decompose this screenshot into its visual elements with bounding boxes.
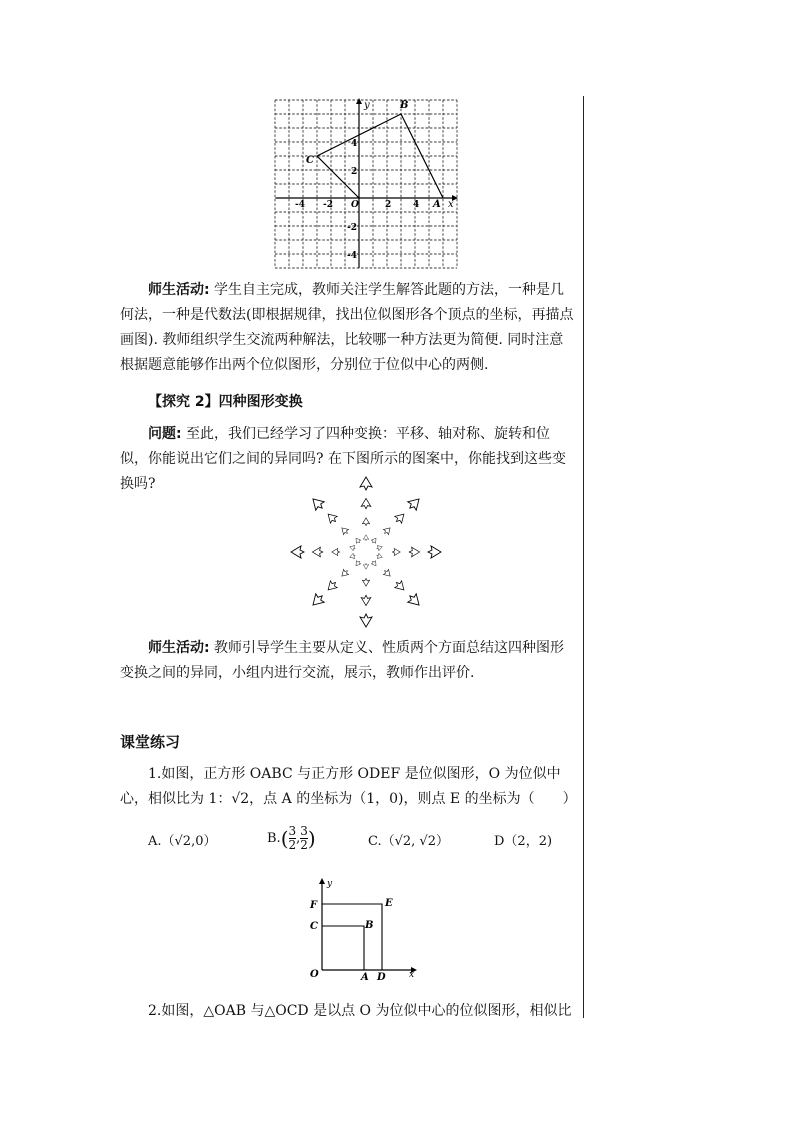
x-axis-label: x [448,199,454,210]
arrowhead-shape [360,614,372,627]
question-label: 问题: [148,426,182,442]
y-tick-2: 2 [351,167,358,177]
arrowhead-shape [309,495,327,513]
y-axis-label: y [364,100,370,111]
point-b-label: B [400,100,409,111]
arrowhead-shape [309,592,327,610]
arrowhead-shape [382,525,393,536]
arrowhead-shape [349,544,356,551]
y-tick-neg4: -4 [347,251,357,261]
svg-text:C: C [310,921,318,932]
arrowhead-shape [363,563,368,569]
x-tick-neg2: -2 [323,200,333,210]
arrowhead-shape [354,537,362,545]
y-tick-4: 4 [351,139,358,149]
arrowhead-shape [361,595,371,605]
svg-text:O: O [310,969,319,980]
svg-text:D: D [377,972,386,983]
arrowhead-shape [339,525,350,536]
question-2: 2.如图，△OAB 与△OCD 是以点 O 为位似中心的位似图形，相似比 [148,1003,572,1019]
arrowhead-shape [406,592,424,610]
y-tick-neg2: -2 [347,223,357,233]
arrowhead-shape [312,547,322,557]
arrowhead-shape [393,511,407,525]
classroom-practice-title: 课堂练习 [120,733,181,751]
square-odef [322,904,382,970]
coordinate-grid-figure [262,96,462,272]
arrowhead-shape [382,568,393,579]
arrowhead-shape [332,548,340,555]
y-axis-arrow [356,98,362,104]
arrowhead-shape [428,546,441,558]
teacher-student-activity-2 [120,636,576,686]
x-tick-neg4: -4 [295,200,305,210]
x-tick-4: 4 [413,200,420,210]
teacher-student-activity-1 [120,278,576,378]
question-1: 1.如图，正方形 OABC 与正方形 ODEF 是位似图形，O 为位似中心，相似比为 1：√2，点 A 的坐标为（1，0)，则点 E 的坐标为（ ） [120,766,577,807]
arrowhead-shape [349,553,356,560]
origin-label: O [351,200,359,210]
arrowhead-shape [325,511,339,525]
arrowhead-shape [370,537,378,545]
point-a-label: A [433,199,441,210]
activity-text-2: 教师引导学生主要从定义、性质两个方面总结这四种图形变换之间的异同，小组内进行交流，展示，教师作出评价. [120,640,565,681]
arrowhead-shape [409,547,419,557]
x-tick-2: 2 [385,200,392,210]
option-d[interactable]: D（2，2) [494,834,553,849]
arrowhead-shape [339,568,350,579]
arrowhead-shape [370,560,378,568]
arrowhead-shape [360,477,372,490]
arrowhead-shape [291,546,304,558]
arrowhead-shape [361,498,371,508]
arrowhead-shape [406,495,424,513]
arrowhead-shape [393,579,407,593]
svg-text:A: A [361,972,369,983]
svg-text:x: x [409,970,415,980]
margin-rule [583,96,584,1018]
option-c[interactable]: C.（√2, √2） [368,834,449,849]
y-axis-arrow-2 [319,878,325,884]
transformation-pattern-figure [286,474,446,630]
activity-label: 师生活动: [148,282,210,298]
svg-text:F: F [310,900,318,911]
question-text: 至此，我们已经学习了四种变换：平移、轴对称、旋转和位似，你能说出它们之间的异同吗? 在下图所示的图案中，你能找到这些变换吗? [120,426,566,492]
section-heading-explore-2: 【探究 2】四种图形变换 [148,394,303,410]
arrowhead-shape [392,548,400,555]
arrowhead-shape [376,544,383,551]
svg-text:y: y [327,879,333,889]
arrowhead-shape [325,579,339,593]
arrowhead-shape [363,535,368,541]
arrowhead-shape [354,560,362,568]
activity-text: 学生自主完成，教师关注学生解答此题的方法，一种是几何法，一种是代数法(即根据规律，找出位似图形各个顶点的坐标，再描点画图). 教师组织学生交流两种解法，比较哪一种方法更为简便. 同时注意根据题意能够作出两个位似图形，分别位于位似中心的两侧. [120,282,574,373]
arrowhead-shape [362,518,369,526]
arrowhead-shape [362,578,369,586]
point-c-label: C [306,155,314,166]
option-a[interactable]: A.（√2,0） [148,834,217,849]
option-b[interactable]: B.( $\frac{3}{2}$ , $\frac{3}{2}$ ) [267,824,316,852]
square-oabc [322,926,364,970]
activity-label-2: 师生活动: [148,640,210,656]
svg-text:E: E [385,898,393,909]
two-squares-figure [305,874,425,984]
arrowhead-shape [376,553,383,560]
svg-text:B: B [365,920,374,931]
